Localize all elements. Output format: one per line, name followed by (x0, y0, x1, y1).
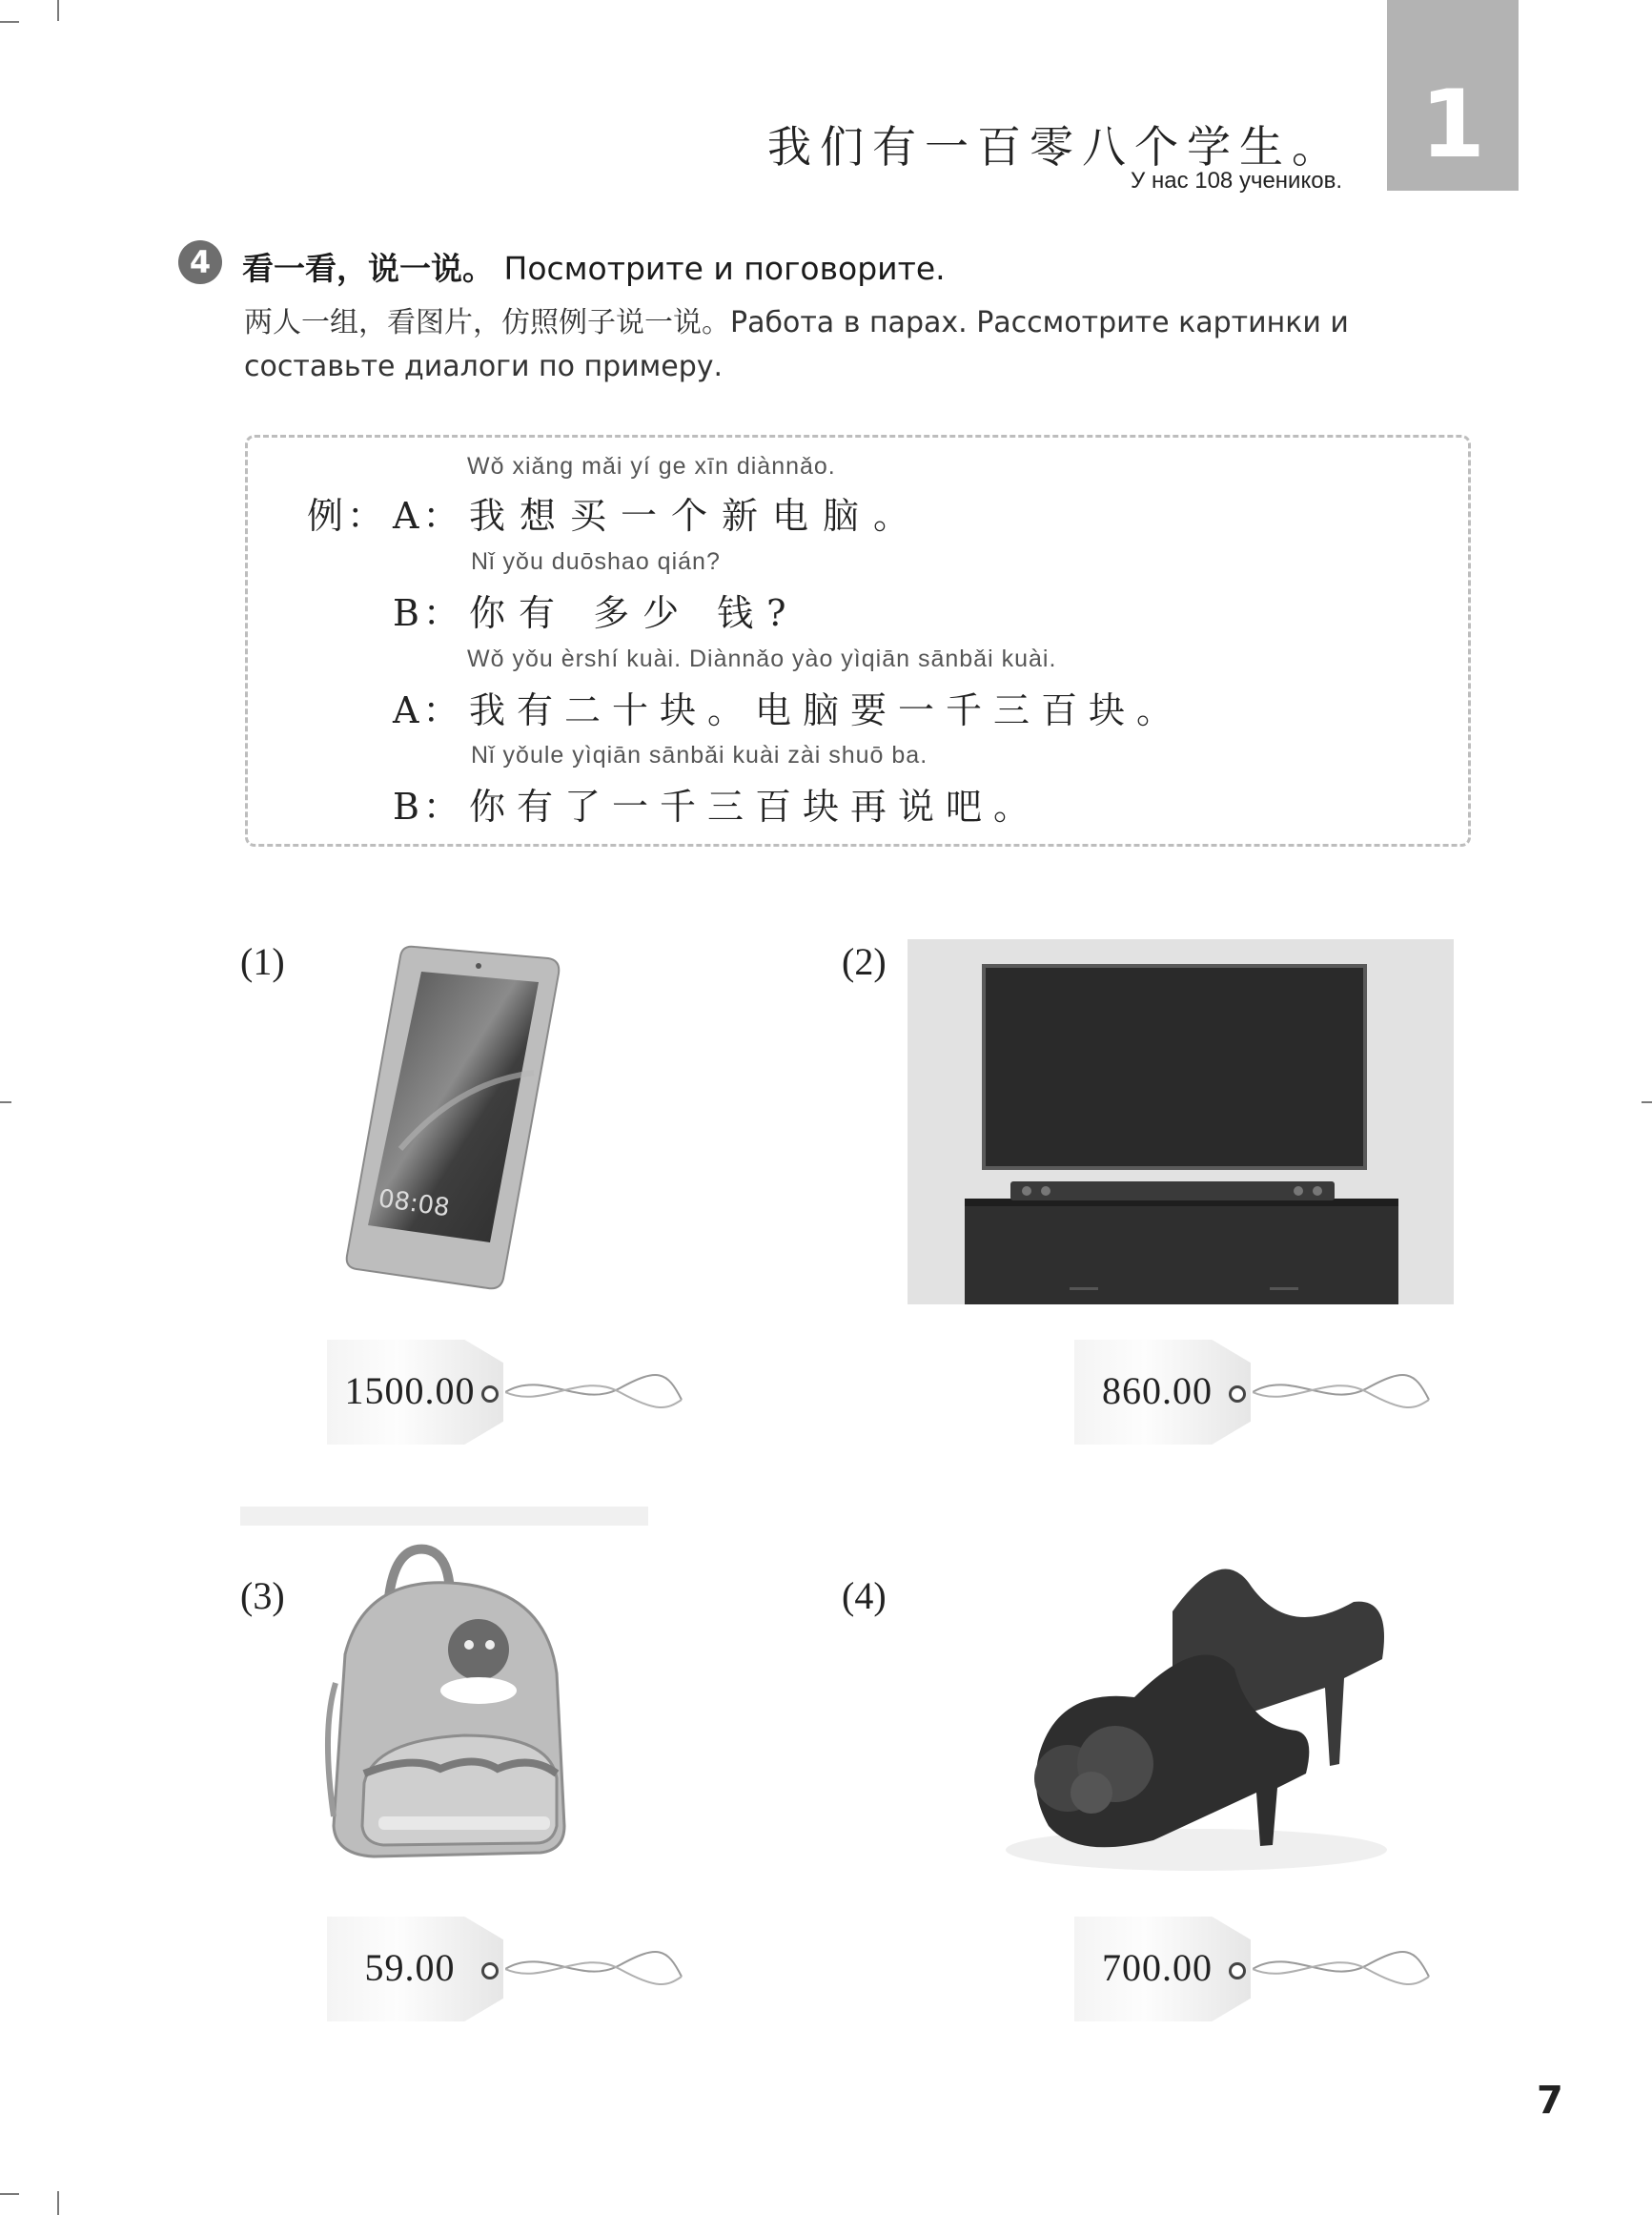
price-tag-3 (327, 1917, 503, 2021)
example-line-1-pinyin: Wǒ xiǎng mǎi yí ge xīn diànnǎo. (467, 453, 836, 480)
exercise-title (242, 244, 946, 289)
example-line-1-hanzi: 我想买一个新电脑。 (469, 495, 925, 537)
lesson-title-russian: У нас 108 учеников. (1131, 168, 1342, 194)
item-number-2: (2) (842, 940, 887, 983)
price-tag-value: 860.00 (1102, 1369, 1213, 1412)
example-line-4-speaker: B： (393, 786, 463, 828)
example-line-4-pinyin: Nǐ yǒule yìqiān sānbǎi kuài zài shuō ba. (471, 742, 928, 769)
crop-mark (57, 0, 59, 21)
crop-mark (57, 2191, 59, 2215)
exercise-instruction: 两人一组，看图片，仿照例子说一说。Работа в парах. Рассмотрите картинки и составьте диалоги по примеру. (244, 306, 1349, 383)
example-line-3-pinyin: Wǒ yǒu èrshí kuài. Diànnǎo yào yìqiān sānbǎi kuài. (467, 646, 1057, 672)
crop-mark (1642, 1101, 1652, 1103)
price-tag-2 (1074, 1340, 1251, 1445)
example-line-2-pinyin: Nǐ yǒu duōshao qián? (471, 548, 721, 575)
crop-mark (0, 1101, 11, 1103)
svg-text:08:08: 08:08 (377, 1184, 452, 1223)
tag-string (1253, 1948, 1434, 1986)
example-line-1-speaker: A： (393, 495, 463, 537)
example-line-2-speaker: B： (393, 592, 463, 634)
price-tag-hole (1229, 1962, 1246, 1979)
high-heel-shoes-image (1001, 1554, 1392, 1874)
backpack-image (307, 1540, 583, 1864)
item-number-4: (4) (842, 1574, 887, 1617)
price-tag-4 (1074, 1917, 1251, 2021)
gray-strip (240, 1507, 648, 1526)
crop-mark (0, 2193, 19, 2195)
example-label: 例： (307, 495, 388, 537)
tag-string (505, 1948, 686, 1986)
price-tag-value: 1500.00 (344, 1369, 476, 1412)
item-number-1: (1) (240, 940, 285, 983)
smartphone-image (343, 939, 562, 1292)
item-number-3: (3) (240, 1574, 285, 1617)
example-line-3-speaker: A： (393, 689, 463, 731)
price-tag-value: 59.00 (364, 1946, 456, 1989)
price-tag-value: 700.00 (1102, 1946, 1213, 1989)
lesson-tab (1387, 0, 1519, 191)
exercise-number-badge: 4 (178, 240, 222, 284)
lesson-number: 1 (1419, 71, 1486, 179)
price-tag-hole (481, 1962, 499, 1979)
example-line-2-hanzi: 你有 多少 钱? (469, 592, 800, 634)
exercise-title-russian: Посмотрите и поговорите. (503, 250, 946, 287)
price-tag-hole (481, 1385, 499, 1403)
tag-string (1253, 1371, 1434, 1409)
tag-string (505, 1371, 686, 1409)
crop-mark (0, 21, 19, 23)
price-tag-1 (327, 1340, 503, 1445)
example-line-3-hanzi: 我有二十块。电脑要一千三百块。 (469, 689, 1185, 731)
television-image (908, 939, 1454, 1304)
exercise-title-chinese: 看一看，说一说。 (242, 250, 494, 287)
lesson-title-chinese: 我们有一百零八个学生。 (767, 121, 1344, 173)
page-number: 7 (1537, 2079, 1563, 2123)
price-tag-hole (1229, 1385, 1246, 1403)
example-line-4-hanzi: 你有了一千三百块再说吧。 (469, 786, 1042, 828)
